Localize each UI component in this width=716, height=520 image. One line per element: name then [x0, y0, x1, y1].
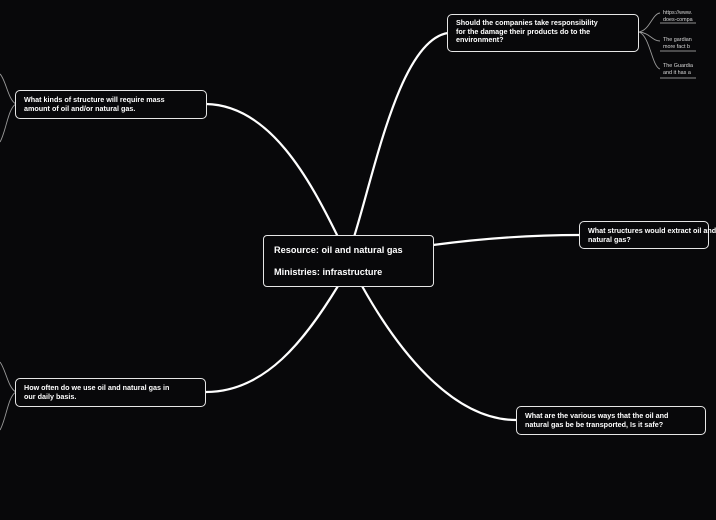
topic-line: for the damage their products do to the: [456, 26, 591, 36]
note-link-2[interactable]: [663, 37, 692, 51]
connector-note-2: [639, 32, 660, 41]
connector-structures-mass: [206, 104, 338, 237]
topic-line: amount of oil and/or natural gas.: [24, 103, 136, 113]
connector-left-stub-1: [0, 74, 16, 104]
topic-line: our daily basis.: [24, 391, 77, 401]
topic-node-daily-use[interactable]: [15, 378, 206, 407]
connector-note-1: [639, 13, 660, 32]
note-link-3[interactable]: [663, 63, 693, 77]
connector-transport: [362, 286, 516, 420]
topic-node-transport[interactable]: [516, 406, 706, 435]
topic-line: What structures would extract oil and: [588, 226, 716, 235]
central-topic-resource: Resource: oil and natural gas: [274, 245, 403, 255]
central-topic-node[interactable]: [263, 235, 434, 287]
note-line: does-compa: [663, 17, 693, 23]
note-line: The Guardia: [663, 63, 693, 69]
topic-line: Should the companies take responsibility: [456, 18, 598, 27]
connector-left-stub-2: [0, 104, 16, 142]
connector-left-stub-3: [0, 362, 16, 392]
topic-node-responsibility[interactable]: [447, 14, 639, 52]
topic-line: What are the various ways that the oil and: [525, 411, 669, 420]
topic-line: natural gas be be transported, Is it safe?: [525, 419, 664, 429]
connector-note-3: [639, 32, 660, 69]
connector-structures-extract: [433, 235, 580, 245]
note-line: and it has a: [663, 70, 691, 76]
connector-daily-use: [206, 286, 338, 392]
topic-line: natural gas?: [588, 234, 631, 244]
note-line: more fact b: [663, 44, 690, 50]
topic-node-structures-mass[interactable]: [15, 90, 207, 119]
connector-responsibility: [354, 33, 448, 237]
topic-line: What kinds of structure will require mass: [24, 95, 165, 104]
connector-left-stub-4: [0, 392, 16, 430]
central-topic-ministries: Ministries: infrastructure: [274, 267, 383, 277]
topic-line: environment?: [456, 35, 504, 45]
topic-line: How often do we use oil and natural gas in: [24, 383, 170, 392]
topic-node-structures-extract[interactable]: [579, 221, 716, 249]
note-link-1[interactable]: [663, 10, 693, 24]
note-line: https://www.: [663, 10, 693, 16]
note-line: The gardian: [663, 37, 692, 43]
